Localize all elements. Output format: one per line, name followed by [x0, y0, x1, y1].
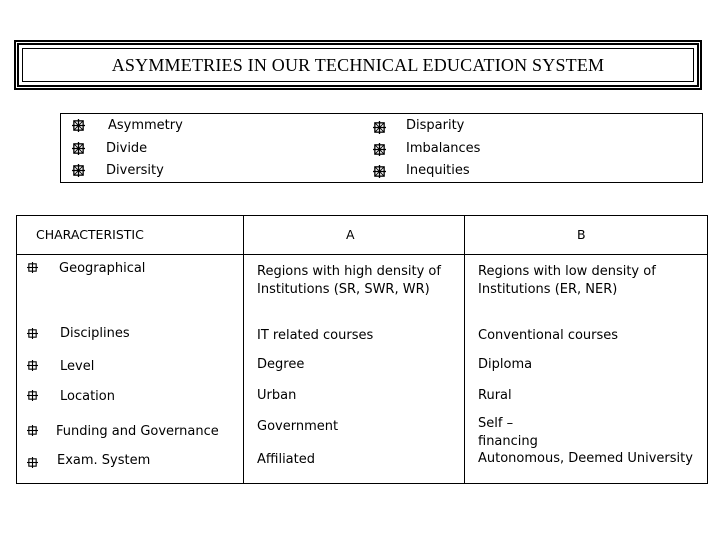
crosshair-bullet-icon	[27, 360, 38, 371]
cell-b-geographical: Regions with low density of Institutions (ER, NER)	[478, 264, 656, 297]
crosshair-bullet-icon	[27, 457, 38, 468]
cell-a-geographical: Regions with high density of Institutions (SR, SWR, WR)	[257, 264, 441, 297]
column-divider	[243, 215, 244, 484]
row-label-location: Location	[60, 389, 115, 404]
row-label-geographical: Geographical	[59, 261, 146, 276]
ornament-icon	[373, 121, 386, 134]
row-label-disciplines: Disciplines	[60, 326, 130, 341]
cell-b-level: Diploma	[478, 357, 533, 372]
cell-a-location: Urban	[257, 388, 297, 403]
ornament-icon	[72, 142, 85, 155]
header-a: A	[346, 227, 355, 242]
ornament-icon	[72, 119, 85, 132]
cell-b-disciplines: Conventional courses	[478, 328, 619, 343]
page-title: ASYMMETRIES IN OUR TECHNICAL EDUCATION SYSTEM	[111, 55, 605, 75]
term-inequities: Inequities	[406, 163, 470, 178]
header-b: B	[577, 227, 586, 242]
row-label-level: Level	[60, 359, 95, 374]
cell-a-exam-system: Affiliated	[257, 452, 315, 467]
crosshair-bullet-icon	[27, 425, 38, 436]
row-label-funding-governance: Funding and Governance	[56, 424, 219, 439]
term-asymmetry: Asymmetry	[108, 118, 183, 133]
term-disparity: Disparity	[406, 118, 465, 133]
cell-a-level: Degree	[257, 357, 305, 372]
characteristics-table	[16, 215, 708, 484]
column-divider	[464, 215, 465, 484]
crosshair-bullet-icon	[27, 328, 38, 339]
term-diversity: Diversity	[106, 163, 164, 178]
header-characteristic: CHARACTERISTIC	[36, 227, 144, 242]
crosshair-bullet-icon	[27, 390, 38, 401]
ornament-icon	[72, 164, 85, 177]
table-header-divider	[16, 254, 708, 255]
term-divide: Divide	[106, 141, 148, 156]
cell-a-disciplines: IT related courses	[257, 328, 374, 343]
ornament-icon	[373, 143, 386, 156]
cell-b-location: Rural	[478, 388, 512, 403]
cell-a-funding-governance: Government	[257, 419, 339, 434]
cell-b-funding-governance: Self – financing	[478, 416, 538, 449]
cell-b-exam-system: Autonomous, Deemed University	[478, 451, 693, 466]
crosshair-bullet-icon	[27, 262, 38, 273]
ornament-icon	[373, 165, 386, 178]
row-label-exam-system: Exam. System	[57, 453, 151, 468]
term-imbalances: Imbalances	[406, 141, 481, 156]
